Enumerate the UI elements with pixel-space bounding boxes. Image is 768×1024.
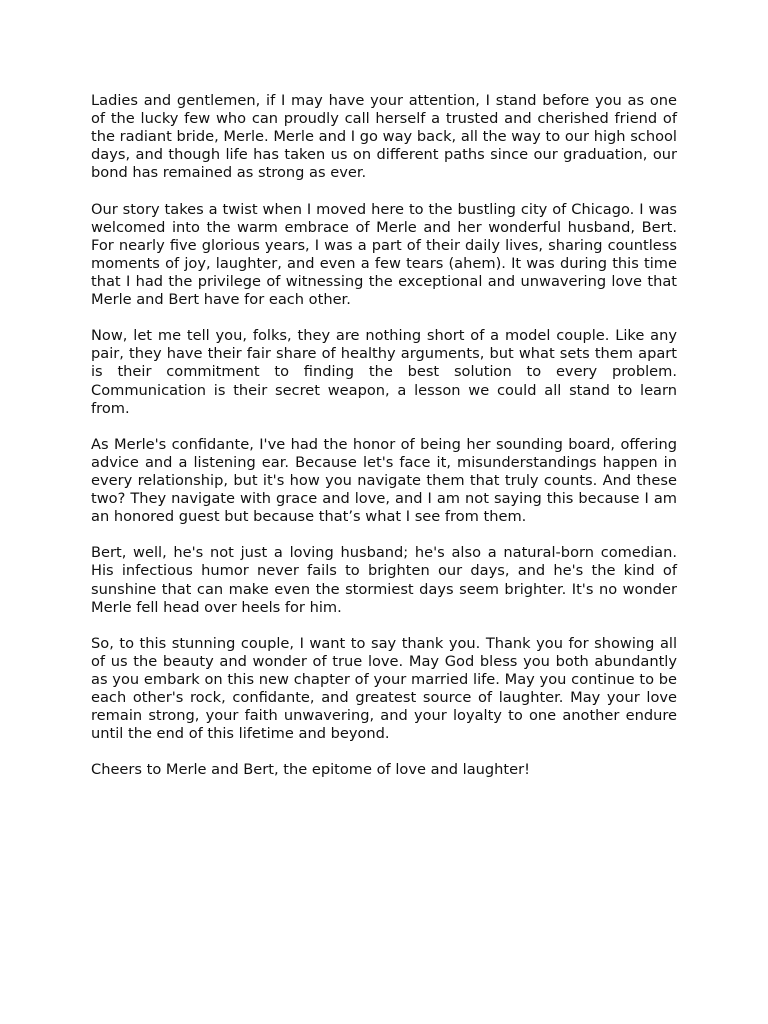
paragraph-thank-you: So, to this stunning couple, I want to say thank you. Thank you for showing all of us the beauty and wonder of true love. May God bless you both abundantly as you embark on this new chapter of your married life. May you continue to be each other's rock, confidante, and greatest source of laughter. May your love remain strong, your faith unwavering, and your loyalty to one another endure until the end of this lifetime and beyond. xyxy=(91,634,677,743)
paragraph-bert: Bert, well, he's not just a loving husband; he's also a natural-born comedian. His infectious humor never fails to brighten our days, and he's the kind of sunshine that can make even the stormiest days seem brighter. It's no wonder Merle fell head over heels for him. xyxy=(91,544,677,616)
paragraph-intro: Ladies and gentlemen, if I may have your attention, I stand before you as one of the lucky few who can proudly call herself a trusted and cherished friend of the radiant bride, Merle. Merle and I go way back, all the way to our high school days, and though life has taken us on different paths since our graduation, our bond has remained as strong as ever. xyxy=(91,92,677,182)
paragraph-confidante: As Merle's confidante, I've had the honor of being her sounding board, offering advice and a listening ear. Because let's face it, misunderstandings happen in every relationship, but it's how you navigate them that truly counts. And these two? They navigate with grace and love, and I am not saying this because I am an honored guest but because that’s what I see from them. xyxy=(91,435,677,526)
paragraph-model-couple: Now, let me tell you, folks, they are nothing short of a model couple. Like any pair, they have their fair share of healthy arguments, but what sets them apart is their commitment to finding the best solution to every problem. Communication is their secret weapon, a lesson we could all stand to learn from. xyxy=(91,327,677,417)
paragraph-chicago: Our story takes a twist when I moved here to the bustling city of Chicago. I was welcomed into the warm embrace of Merle and her wonderful husband, Bert. For nearly five glorious years, I was a part of their daily lives, sharing countless moments of joy, laughter, and even a few tears (ahem). It was during this time that I had the privilege of witnessing the exceptional and unwavering love that Merle and Bert have for each other. xyxy=(91,200,677,309)
document-body xyxy=(91,92,677,798)
paragraph-cheers: Cheers to Merle and Bert, the epitome of love and laughter! xyxy=(91,761,530,779)
